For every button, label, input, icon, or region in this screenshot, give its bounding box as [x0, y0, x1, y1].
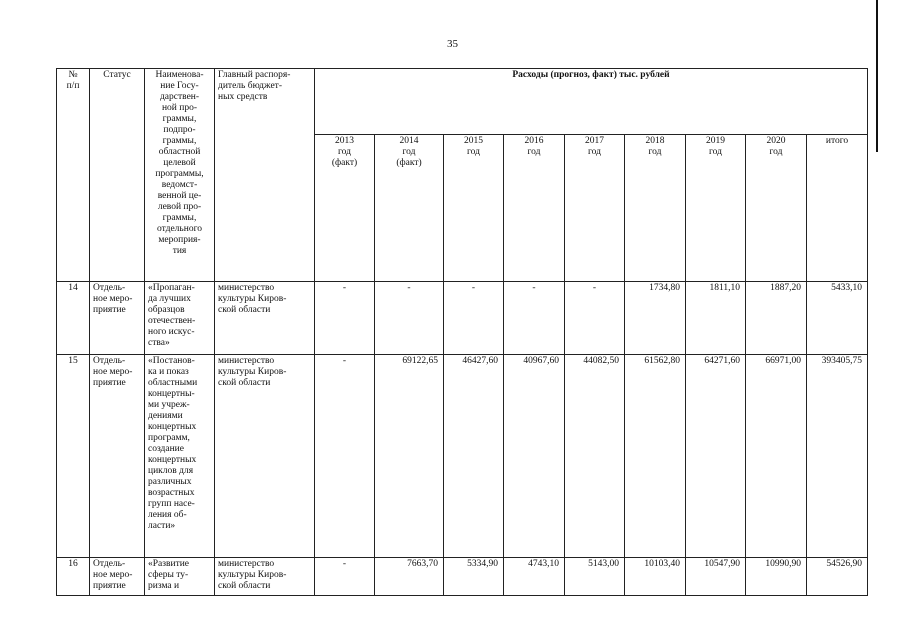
value-2019: 1811,10 [686, 282, 746, 355]
margin-rule [876, 0, 878, 152]
value-total: 393405,75 [807, 355, 868, 558]
table-row [57, 282, 868, 355]
value-2017: - [565, 282, 625, 355]
header-total: итого [807, 135, 868, 282]
header-distributor: Главный распоря- дитель бюджет- ных средств [215, 69, 315, 282]
row-name: «Развитие сферы ту- ризма и [145, 558, 215, 596]
row-num: 16 [57, 558, 90, 596]
value-2013: - [315, 282, 375, 355]
value-2014: 7663,70 [375, 558, 444, 596]
value-2013: - [315, 355, 375, 558]
value-2015: - [444, 282, 504, 355]
value-2020: 10990,90 [746, 558, 807, 596]
table-row [57, 558, 868, 596]
row-num: 14 [57, 282, 90, 355]
row-status: Отдель- ное меро- приятие [90, 558, 145, 596]
header-year-2019: 2019 год [686, 135, 746, 282]
value-2018: 10103,40 [625, 558, 686, 596]
value-2019: 64271,60 [686, 355, 746, 558]
value-2016: 40967,60 [504, 355, 565, 558]
header-year-2015: 2015 год [444, 135, 504, 282]
budget-table [56, 68, 868, 596]
value-total: 54526,90 [807, 558, 868, 596]
row-name: «Пропаган- да лучших образцов отечествен- ного искус- ства» [145, 282, 215, 355]
value-2017: 5143,00 [565, 558, 625, 596]
value-2019: 10547,90 [686, 558, 746, 596]
value-total: 5433,10 [807, 282, 868, 355]
value-2014: 69122,65 [375, 355, 444, 558]
header-year-2018: 2018 год [625, 135, 686, 282]
value-2020: 66971,00 [746, 355, 807, 558]
value-2018: 1734,80 [625, 282, 686, 355]
table-row [57, 355, 868, 558]
row-distributor: министерство культуры Киров- ской области [215, 355, 315, 558]
header-year-2020: 2020 год [746, 135, 807, 282]
header-status: Статус [90, 69, 145, 282]
value-2014: - [375, 282, 444, 355]
header-name: Наименова- ние Госу- дарствен- ной про- граммы, подпро- граммы, областной целевой программы, ведомст- венной це- левой про- граммы, отдельного мероприя- тия [145, 69, 215, 282]
header-expenses: Расходы (прогноз, факт) тыс. рублей [315, 69, 868, 135]
header-year-2017: 2017 год [565, 135, 625, 282]
row-distributor: министерство культуры Киров- ской области [215, 558, 315, 596]
value-2018: 61562,80 [625, 355, 686, 558]
header-year-2013: 2013 год (факт) [315, 135, 375, 282]
row-num: 15 [57, 355, 90, 558]
row-status: Отдель- ное меро- приятие [90, 355, 145, 558]
value-2020: 1887,20 [746, 282, 807, 355]
row-distributor: министерство культуры Киров- ской области [215, 282, 315, 355]
header-year-2016: 2016 год [504, 135, 565, 282]
value-2015: 46427,60 [444, 355, 504, 558]
page-number: 35 [447, 38, 458, 50]
value-2013: - [315, 558, 375, 596]
value-2016: 4743,10 [504, 558, 565, 596]
value-2017: 44082,50 [565, 355, 625, 558]
value-2015: 5334,90 [444, 558, 504, 596]
row-name: «Постанов- ка и показ областными концертны- ми учреж- дениями концертных программ, создание концертных циклов для различных возрастных групп насе- ления об- ласти» [145, 355, 215, 558]
value-2016: - [504, 282, 565, 355]
row-status: Отдель- ное меро- приятие [90, 282, 145, 355]
header-row-top [57, 69, 868, 135]
header-year-2014: 2014 год (факт) [375, 135, 444, 282]
header-num: № п/п [57, 69, 90, 282]
